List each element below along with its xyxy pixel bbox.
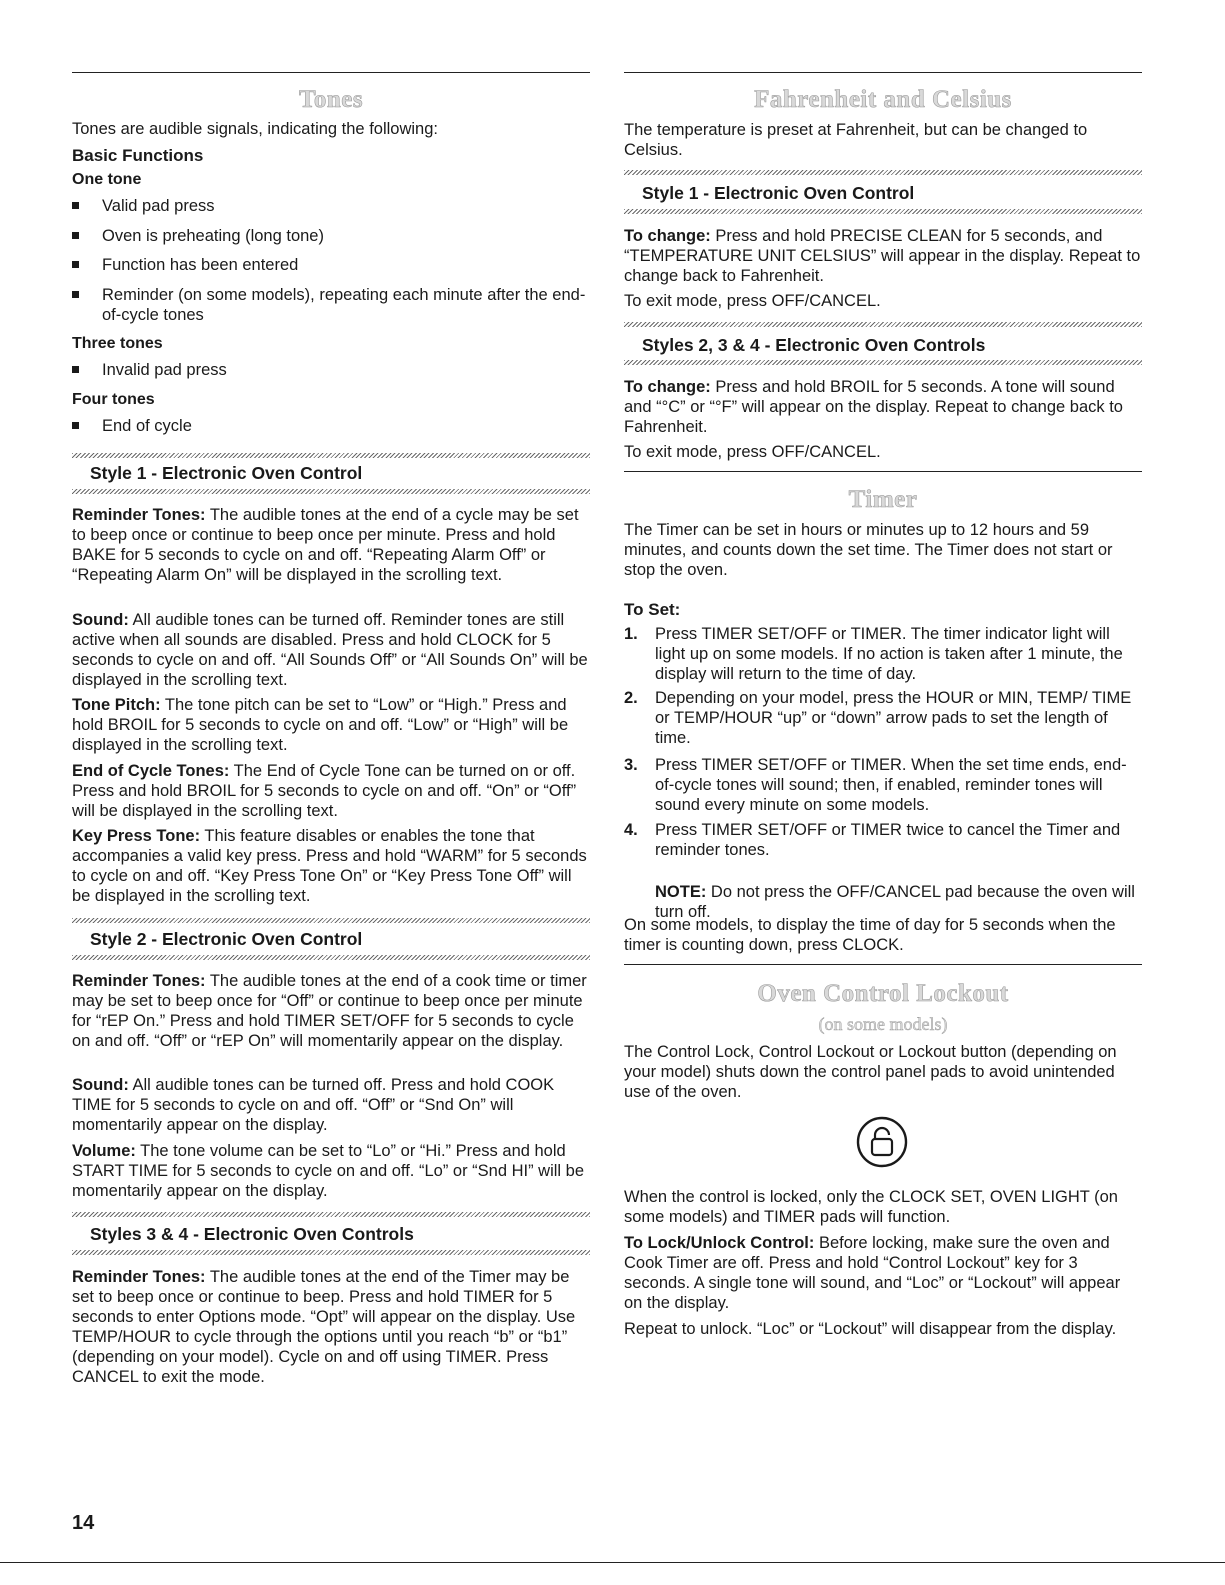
lockout-intro: The Control Lock, Control Lockout or Lockout button (depending on your model) shuts down the control panel pads to avoid unintended use of the oven. <box>624 1043 1117 1101</box>
fahrenheit-style234-exit: To exit mode, press OFF/CANCEL. <box>624 443 881 461</box>
style34-reminder-paragraph: Reminder Tones: The audible tones at the end of the Timer may be set to beep once or continue to beep. Press and hold TIMER for 5 seconds to enter Options mode. “Opt” will appear on the display. Use TEMP/HOUR to cycle through the options until you reach “b” or “b1” (depending on your model). Cycle on and off using TIMER. Press CANCEL to exit the mode. <box>72 1268 576 1386</box>
list-item: 4. Press TIMER SET/OFF or TIMER twice to cancel the Timer and reminder tones. <box>624 821 1121 859</box>
style2-reminder-paragraph: Reminder Tones: The audible tones at the end of a cook time or timer may be set to beep once for “Off” or continue to beep once per minute for “rEP On.” Press and hold TIMER SET/OFF for 5 seconds to cycle on and off. “Off” or “rEP On” will momentarily appear on the display. <box>72 972 587 1050</box>
fahrenheit-title: Fahrenheit and Celsius <box>754 86 1012 113</box>
tones-title: Tones <box>298 86 364 113</box>
style1-pitch-paragraph: Tone Pitch: The tone pitch can be set to “Low” or “High.” Press and hold BROIL for 5 seconds to cycle on and off. “Low” or “High” will be displayed in the scrolling text. <box>72 696 569 754</box>
page-number: 14 <box>72 1512 95 1534</box>
list-item: 2. Depending on your model, press the HOUR or MIN, TEMP/ TIME or TEMP/HOUR “up” or “down” arrow pads to set the length of time. <box>624 689 1132 747</box>
list-item: Invalid pad press <box>72 360 590 380</box>
timer-note: NOTE: Do not press the OFF/CANCEL pad because the oven will turn off. <box>655 882 1135 921</box>
style1-heading: Style 1 - Electronic Oven Control <box>90 463 363 483</box>
style2-volume-paragraph: Volume: The tone volume can be set to “Lo” or “Hi.” Press and hold START TIME for 5 seconds to cycle on and off. “Lo” or “Snd HI” will be momentarily appear on the display. <box>72 1142 585 1200</box>
list-item: 3. Press TIMER SET/OFF or TIMER. When the set time ends, end-of-cycle tones will sound; then, if enabled, reminder tones will sound every minute on some models. <box>624 756 1127 814</box>
section-rule <box>624 471 1142 472</box>
one-tone-heading: One tone <box>72 171 142 188</box>
timer-title: Timer <box>848 486 918 513</box>
timer-to-set-heading: To Set: <box>624 600 681 619</box>
bullet-square-icon <box>72 422 79 429</box>
fahrenheit-style234-change: To change: Press and hold BROIL for 5 seconds. A tone will sound and “°C” or “°F” will appear on the display. Repeat to change back to Fahrenheit. <box>624 378 1123 436</box>
four-tones-heading: Four tones <box>72 391 155 408</box>
lockout-title: Oven Control Lockout <box>757 980 1009 1007</box>
style1-eoc-paragraph: End of Cycle Tones: The End of Cycle Tone can be turned on or off. Press and hold BROIL for 5 seconds to cycle on and off. “On” or “Off” will be displayed in the scrolling text. <box>72 762 577 820</box>
fahrenheit-style1-change: To change: Press and hold PRECISE CLEAN for 5 seconds, and “TEMPERATURE UNIT CELSIUS” will appear in the display. Repeat to change back to Fahrenheit. <box>624 227 1141 285</box>
fahrenheit-intro: The temperature is preset at Fahrenheit, but can be changed to Celsius. <box>624 121 1088 159</box>
hatch-divider <box>624 360 1142 365</box>
list-item: Oven is preheating (long tone) <box>72 226 590 246</box>
bullet-square-icon <box>72 232 79 239</box>
page-bottom-rule <box>0 1562 1225 1563</box>
bullet-square-icon <box>72 366 79 373</box>
lockout-lock-paragraph: To Lock/Unlock Control: Before locking, make sure the oven and Cook Timer are off. Press and hold “Control Lockout” key for 3 seconds. A single tone will sound, and “Loc” or “Lockout” will appear on the display. <box>624 1234 1121 1312</box>
list-item: Function has been entered <box>72 255 590 275</box>
hatch-divider <box>72 1212 590 1217</box>
lockout-locked-text: When the control is locked, only the CLOCK SET, OVEN LIGHT (on some models) and TIMER pads will function. <box>624 1188 1118 1226</box>
hatch-divider <box>72 918 590 923</box>
list-item: Reminder (on some models), repeating each minute after the end-of-cycle tones <box>72 285 590 325</box>
three-tones-heading: Three tones <box>72 335 163 352</box>
hatch-divider <box>624 322 1142 327</box>
list-item: 1. Press TIMER SET/OFF or TIMER. The timer indicator light will light up on some models. If no action is taken after 1 minute, the display will return to the time of day. <box>624 625 1123 683</box>
section-rule <box>624 964 1142 965</box>
lockout-unlock-paragraph: Repeat to unlock. “Loc” or “Lockout” will disappear from the display. <box>624 1320 1117 1338</box>
hatch-divider <box>624 170 1142 175</box>
timer-intro: The Timer can be set in hours or minutes up to 12 hours and 59 minutes, and counts down the set time. The Timer does not start or stop the oven. <box>624 521 1113 579</box>
style2-heading: Style 2 - Electronic Oven Control <box>90 929 363 949</box>
hatch-divider <box>72 453 590 458</box>
tones-intro: Tones are audible signals, indicating the following: <box>72 120 438 138</box>
bullet-square-icon <box>72 291 79 298</box>
style34-heading: Styles 3 & 4 - Electronic Oven Controls <box>90 1224 414 1244</box>
style1-keypress-paragraph: Key Press Tone: This feature disables or enables the tone that accompanies a valid key press. Press and hold “WARM” for 5 seconds to cycle on and off. “Key Press Tone On” or “Key Press Tone Off” will be displayed in the scrolling text. <box>72 827 587 905</box>
bullet-square-icon <box>72 202 79 209</box>
fahrenheit-style1-heading: Style 1 - Electronic Oven Control <box>642 183 915 203</box>
lockout-subtitle: (on some models) <box>818 1014 948 1034</box>
list-item: End of cycle <box>72 416 590 436</box>
hatch-divider <box>72 1250 590 1255</box>
basic-functions-heading: Basic Functions <box>72 146 204 165</box>
style2-sound-paragraph: Sound: All audible tones can be turned off. Press and hold COOK TIME for 5 seconds to cycle on and off. “Off” or “Snd On” will momentarily appear on the display. <box>72 1076 555 1134</box>
hatch-divider <box>72 955 590 960</box>
style1-sound-paragraph: Sound: All audible tones can be turned off. Reminder tones are still active when all sounds are disabled. Press and hold CLOCK for 5 seconds to cycle on and off. “All Sounds Off” or “All Sounds On” will be displayed in the scrolling text. <box>72 611 588 689</box>
section-rule <box>72 72 590 73</box>
fahrenheit-style1-exit: To exit mode, press OFF/CANCEL. <box>624 292 881 310</box>
section-rule <box>624 72 1142 73</box>
style1-reminder-paragraph: Reminder Tones: The audible tones at the end of a cycle may be set to beep once or continue to beep once per minute. Press and hold BAKE for 5 seconds to cycle on and off. “Repeating Alarm Off” or “Repeating Alarm On” will be displayed in the scrolling text. <box>72 506 579 584</box>
fahrenheit-style234-heading: Styles 2, 3 & 4 - Electronic Oven Controls <box>642 335 986 355</box>
timer-outro: On some models, to display the time of day for 5 seconds when the timer is counting down, press CLOCK. <box>624 916 1116 954</box>
list-item: Valid pad press <box>72 196 590 216</box>
bullet-square-icon <box>72 261 79 268</box>
hatch-divider <box>624 209 1142 214</box>
hatch-divider <box>72 489 590 494</box>
padlock-icon <box>856 1116 908 1168</box>
